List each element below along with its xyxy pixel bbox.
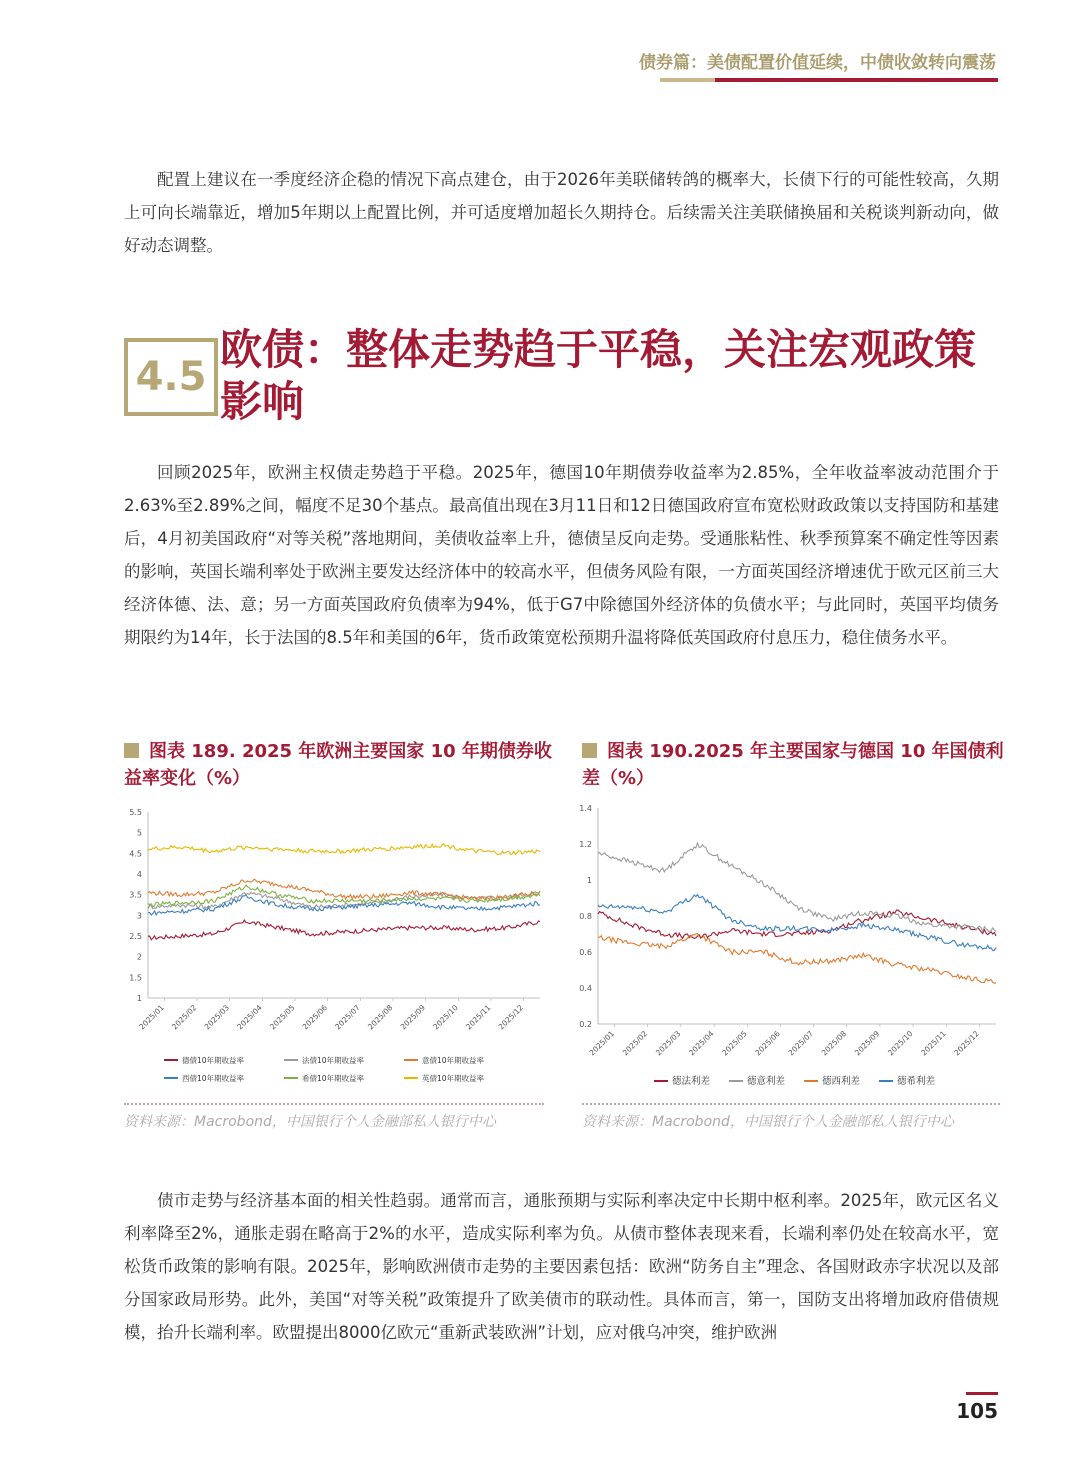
figure-189-source: 资料来源：Macrobond，中国银行个人金融部私人银行中心 (124, 1114, 496, 1130)
chart1-x-tick-label: 2025/12 (496, 1003, 526, 1032)
chart1-x-tick-label: 2025/11 (464, 1003, 493, 1032)
chart1-x-tick-label: 2025/03 (202, 1003, 232, 1032)
chart1-y-tick-label: 2.5 (129, 932, 142, 941)
paragraph-fundamentals: 债市走势与经济基本面的相关性趋弱。通常而言，通胀预期与实际利率决定中长期中枢利率。2025年，欧元区名义利率降至2%，通胀走弱在略高于2%的水平，造成实际利率为负。从债市整体表现来看，长端利率仍处在较高水平，宽松货币政策的影响有限。2025年，影响欧洲债市走势的主要因素包括：欧洲“防务自主”理念、各国财政赤字状况以及部分国家政局形势。此外，美国“对等关税”政策提升了欧美债市的联动性。具体而言，第一，国防支出将增加政府借债规模，抬升长端利率。欧盟提出8000亿欧元“重新武装欧洲”计划，应对俄乌冲突，维护欧洲 (124, 1191, 999, 1342)
source-divider (124, 1103, 544, 1105)
figure-190-source: 资料来源：Macrobond，中国银行个人金融部私人银行中心 (582, 1114, 954, 1130)
chart1-x-tick-label: 2025/05 (268, 1003, 297, 1032)
section-number-box (124, 338, 218, 416)
section-number: 4.5 (135, 354, 207, 400)
page-number-rule (966, 1392, 998, 1395)
square-bullet-icon (582, 743, 597, 758)
chart1-x-tick-label: 2025/01 (137, 1003, 166, 1032)
paragraph-review: 回顾2025年，欧洲主权债走势趋于平稳。2025年，德国10年期债券收益率为2.85%，全年收益率波动范围介于2.63%至2.89%之间，幅度不足30个基点。最高值出现在3月11日和12日德国政府宣布宽松财政政策以支持国防和基建后，4月初美国政府“对等关税”落地期间，美债收益率上升，德债呈反向走势。受通胀粘性、秋季预算案不确定性等因素的影响，英国长端利率处于欧洲主要发达经济体中的较高水平，但债务风险有限，一方面英国经济增速优于欧元区前三大经济体德、法、意；另一方面英国政府负债率为94%，低于G7中除德国外经济体的负债水平；与此同时，英国平均债务期限约为14年，长于法国的8.5年和美国的6年，货币政策宽松预期升温将降低英国政府付息压力，稳住债务水平。 (124, 463, 999, 647)
chart1-legend-label: 西债10年期收益率 (182, 1074, 245, 1083)
figure-190-title-text: 图表 190.2025 年主要国家与德国 10 年国债利差（%） (582, 741, 1004, 789)
square-bullet-icon (124, 743, 139, 758)
chart1-legend-label: 英债10年期收益率 (422, 1074, 485, 1083)
chart2-legend-label: 德西利差 (822, 1076, 861, 1087)
chart2-y-tick-label: 0.4 (579, 984, 592, 993)
header-rule-gold (660, 78, 715, 82)
chart1-legend-label: 德债10年期收益率 (182, 1056, 245, 1065)
chart1-y-tick-label: 1.5 (129, 973, 142, 983)
chart1-y-tick-label: 4 (136, 870, 142, 879)
header-title: 债券篇：美债配置价值延续，中债收敛转向震荡 (639, 53, 996, 73)
chart2-x-tick-label: 2025/03 (653, 1029, 683, 1058)
chart2-series-line (598, 910, 996, 938)
figure-189-title-text: 图表 189. 2025 年欧洲主要国家 10 年期债券收益率变化（%） (124, 741, 552, 789)
chart2-legend-label: 德意利差 (747, 1076, 786, 1087)
chart2-y-tick-label: 1.4 (579, 804, 592, 813)
chart1-series-line (148, 920, 540, 940)
chart1-x-tick-label: 2025/04 (235, 1003, 264, 1032)
chart1-y-tick-label: 4.5 (129, 849, 142, 859)
chart2-x-tick-label: 2025/10 (886, 1029, 915, 1058)
chart1-series-line (148, 844, 540, 855)
chart1-series-line (148, 895, 540, 915)
chart2-y-tick-label: 1 (586, 876, 592, 885)
chart1-y-tick-label: 5 (136, 828, 142, 838)
chart1-x-tick-label: 2025/08 (366, 1003, 395, 1032)
chart2-x-tick-label: 2025/09 (852, 1029, 882, 1058)
chart1-legend-label: 意债10年期收益率 (422, 1056, 485, 1065)
chart2-x-tick-label: 2025/06 (753, 1029, 782, 1058)
chart2-x-tick-label: 2025/01 (587, 1029, 616, 1058)
chart2-y-tick-label: 0.8 (579, 912, 592, 921)
chart1-y-tick-label: 3.5 (129, 890, 142, 900)
chart1-y-tick-label: 5.5 (129, 808, 142, 817)
chart1-x-tick-label: 2025/09 (398, 1003, 428, 1032)
chart2-y-tick-label: 0.6 (579, 948, 592, 957)
chart2-x-tick-label: 2025/07 (786, 1029, 815, 1058)
chart1-y-tick-label: 3 (136, 911, 142, 921)
section-title: 欧债：整体走势趋于平稳，关注宏观政策影响 (220, 325, 977, 426)
chart2-series-line (598, 843, 996, 932)
chart2-x-tick-label: 2025/04 (687, 1029, 716, 1058)
paragraph-allocation: 配置上建议在一季度经济企稳的情况下高点建仓，由于2026年美联储转鸽的概率大，长债下行的可能性较高，久期上可向长端靠近，增加5年期以上配置比例，并可适度增加超长久期持仓。后续需关注美联储换届和关税谈判新动向，做好动态调整。 (124, 170, 999, 255)
chart2-series-line (598, 895, 996, 951)
chart1-x-tick-label: 2025/10 (431, 1003, 460, 1032)
chart2-y-tick-label: 0.2 (579, 1020, 592, 1029)
page-number: 105 (956, 1399, 998, 1423)
figure-189-title (124, 738, 554, 792)
chart2-legend-label: 德希利差 (897, 1076, 936, 1087)
chart1-legend-label: 希债10年期收益率 (302, 1074, 365, 1083)
figure-190-title (582, 738, 1012, 792)
chart2-x-tick-label: 2025/05 (720, 1029, 749, 1058)
chart1-x-tick-label: 2025/07 (333, 1003, 362, 1032)
chart1-x-tick-label: 2025/06 (300, 1003, 330, 1032)
chart2-x-tick-label: 2025/08 (819, 1029, 849, 1058)
source-divider (582, 1103, 1000, 1105)
chart1-y-tick-label: 2 (136, 952, 142, 962)
chart-eu-yields (120, 800, 550, 1100)
chart2-x-tick-label: 2025/02 (620, 1029, 650, 1058)
chart2-y-tick-label: 1.2 (579, 840, 592, 849)
chart1-y-tick-label: 1 (136, 994, 142, 1003)
chart2-x-tick-label: 2025/12 (952, 1029, 981, 1058)
chart1-legend-label: 法债10年期收益率 (302, 1056, 365, 1065)
chart-spreads-vs-germany (578, 800, 1008, 1100)
chart1-x-tick-label: 2025/02 (170, 1003, 199, 1032)
chart2-x-tick-label: 2025/11 (919, 1029, 948, 1058)
header-rule-red (715, 78, 998, 82)
chart2-legend-label: 德法利差 (672, 1076, 711, 1087)
